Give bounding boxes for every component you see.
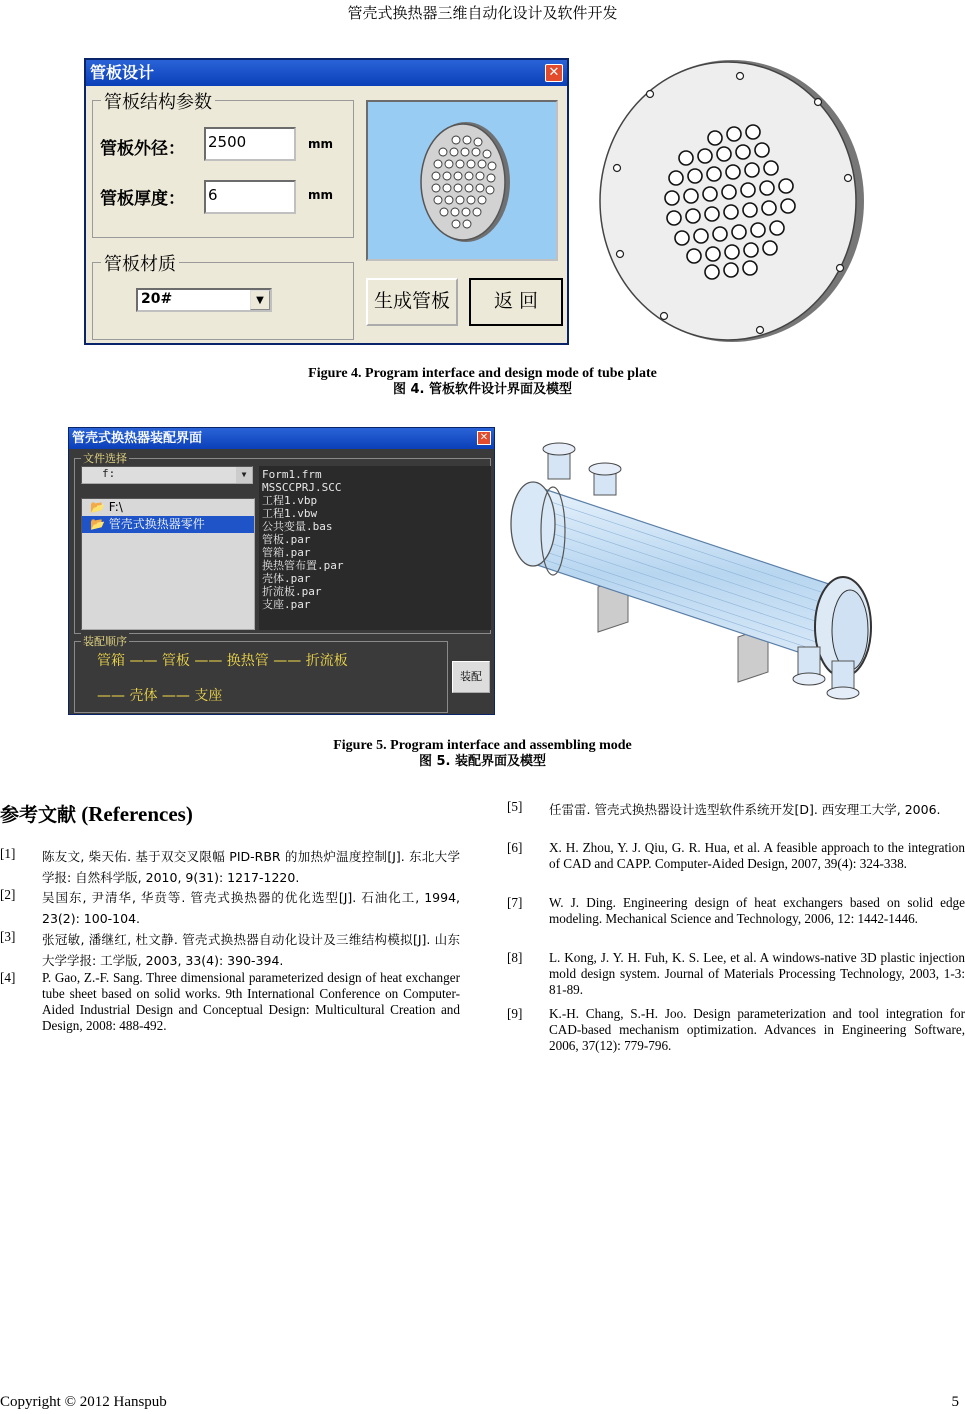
dir-item-selected[interactable]: 📂 管壳式换热器零件 bbox=[82, 516, 254, 533]
outer-diameter-unit: mm bbox=[308, 137, 334, 151]
file-item[interactable]: 管箱.par bbox=[262, 546, 311, 559]
thickness-label: 管板厚度： bbox=[100, 189, 185, 209]
heat-exchanger-render-image bbox=[498, 427, 897, 715]
tube-plate-render-image bbox=[572, 58, 880, 345]
figure-4-caption bbox=[0, 366, 965, 398]
dialog-title-bar bbox=[86, 60, 567, 86]
dialog-title: 管板设计 bbox=[90, 63, 155, 82]
drive-value: f: bbox=[102, 467, 116, 480]
back-button[interactable]: 返 回 bbox=[469, 278, 563, 326]
figure-4-caption-en: Figure 4. Program interface and design mode of tube plate bbox=[308, 366, 657, 381]
tube-plate-preview bbox=[366, 100, 558, 261]
group-title-order: 装配顺序 bbox=[83, 635, 127, 648]
file-list[interactable] bbox=[259, 466, 491, 630]
references-heading bbox=[0, 800, 193, 827]
file-item[interactable]: MSSCCPRJ.SCC bbox=[262, 481, 342, 494]
file-item[interactable]: 壳体.par bbox=[262, 572, 311, 585]
figure-5-caption-en: Figure 5. Program interface and assembling mode bbox=[333, 738, 632, 753]
references-title-en: (References) bbox=[81, 802, 193, 826]
heat-exchanger-render bbox=[498, 427, 897, 715]
directory-list[interactable] bbox=[81, 498, 255, 630]
assembly-dialog bbox=[68, 427, 495, 715]
figure-5 bbox=[68, 427, 897, 715]
group-title-file: 文件选择 bbox=[83, 452, 127, 465]
figure-4 bbox=[84, 58, 880, 345]
file-item[interactable]: 管板.par bbox=[262, 533, 311, 546]
page-number: 5 bbox=[951, 1394, 959, 1410]
figure-5-caption-cn: 图 5. 装配界面及模型 bbox=[418, 754, 547, 769]
file-item[interactable]: 工程1.vbp bbox=[262, 494, 318, 507]
tube-plate-dialog bbox=[84, 58, 569, 345]
close-icon[interactable]: ✕ bbox=[477, 431, 491, 445]
generate-plate-button[interactable]: 生成管板 bbox=[366, 278, 458, 326]
close-icon[interactable]: ✕ bbox=[545, 64, 563, 82]
thickness-input[interactable]: 6 bbox=[204, 180, 296, 214]
file-item[interactable]: 公共变量.bas bbox=[262, 520, 333, 533]
file-item[interactable]: 工程1.vbw bbox=[262, 507, 318, 520]
references-title-cn: 参考文献 bbox=[0, 804, 77, 826]
assembly-dialog-title: 管壳式换热器装配界面 bbox=[72, 431, 203, 446]
dir-item[interactable]: 📂 F:\ bbox=[90, 500, 123, 514]
material-value: 20# bbox=[141, 291, 173, 307]
group-title-material: 管板材质 bbox=[101, 250, 179, 276]
assembly-sequence-row-1: 管箱 —— 管板 —— 换热管 —— 折流板 bbox=[97, 653, 348, 669]
file-item[interactable]: 支座.par bbox=[262, 598, 311, 611]
drive-select[interactable] bbox=[81, 466, 253, 484]
file-item[interactable]: 换热管布置.par bbox=[262, 559, 344, 572]
figure-4-caption-cn: 图 4. 管板软件设计界面及模型 bbox=[392, 382, 573, 397]
outer-diameter-input[interactable]: 2500 bbox=[204, 127, 296, 161]
assembly-title-bar bbox=[69, 428, 494, 449]
figure-5-caption bbox=[0, 738, 965, 770]
structure-params-group bbox=[92, 92, 354, 238]
assemble-button[interactable]: 装配 bbox=[452, 661, 490, 693]
chevron-down-icon[interactable]: ▼ bbox=[236, 467, 252, 483]
chevron-down-icon[interactable]: ▼ bbox=[250, 290, 270, 310]
thickness-unit: mm bbox=[308, 188, 334, 202]
material-select[interactable] bbox=[136, 288, 272, 312]
tube-plate-render bbox=[572, 58, 880, 345]
outer-diameter-label: 管板外径： bbox=[100, 139, 185, 159]
group-title-structure: 管板结构参数 bbox=[101, 88, 215, 114]
tube-plate-preview-image bbox=[368, 102, 556, 259]
running-head: 管壳式换热器三维自动化设计及软件开发 bbox=[347, 6, 618, 22]
file-item[interactable]: Form1.frm bbox=[262, 468, 322, 481]
copyright: Copyright © 2012 Hanspub bbox=[0, 1394, 167, 1410]
file-item[interactable]: 折流板.par bbox=[262, 585, 322, 598]
assembly-sequence-row-2: —— 壳体 —— 支座 bbox=[97, 688, 223, 704]
